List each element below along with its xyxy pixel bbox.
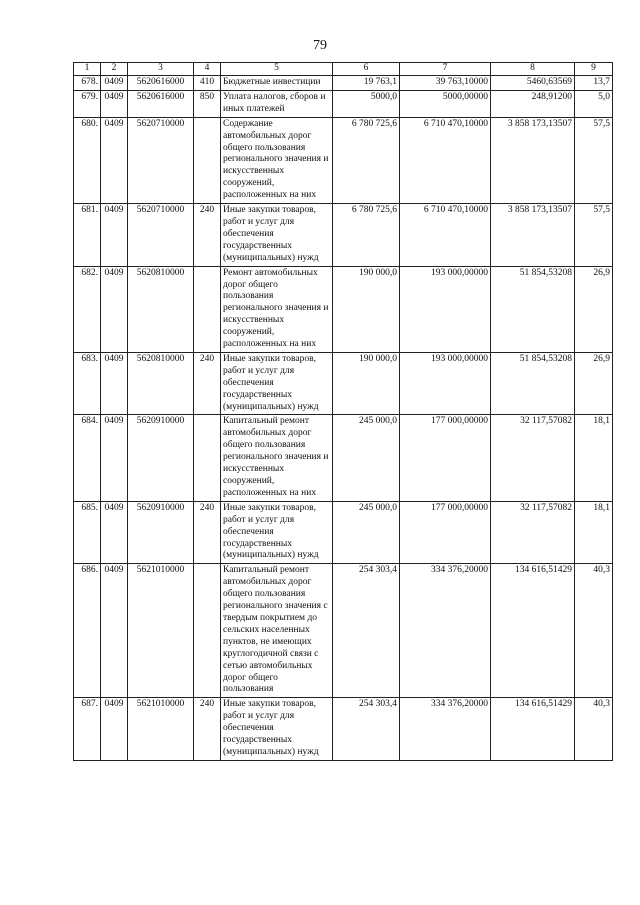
table-row bbox=[74, 501, 613, 564]
value-col9: 5,0 bbox=[575, 90, 613, 117]
expense-type-code: 240 bbox=[194, 352, 221, 415]
value-col7: 6 710 470,10000 bbox=[400, 117, 491, 203]
section-code: 0409 bbox=[101, 501, 128, 564]
item-name: Содержание автомобильных дорог общего пользования регионального значения и искусственных сооружений, расположенных на них bbox=[221, 117, 333, 203]
value-col9: 57,5 bbox=[575, 204, 613, 267]
value-col9: 40,3 bbox=[575, 698, 613, 761]
target-article-code: 5621010000 bbox=[128, 564, 194, 698]
value-col6: 190 000,0 bbox=[333, 352, 400, 415]
row-number: 684. bbox=[74, 415, 101, 501]
value-col9: 18,1 bbox=[575, 415, 613, 501]
value-col6: 254 303,4 bbox=[333, 698, 400, 761]
item-name: Бюджетные инвестиции bbox=[221, 76, 333, 91]
column-header: 5 bbox=[221, 63, 333, 76]
column-header: 2 bbox=[101, 63, 128, 76]
target-article-code: 5620616000 bbox=[128, 76, 194, 91]
value-col6: 254 303,4 bbox=[333, 564, 400, 698]
value-col8: 3 858 173,13507 bbox=[491, 117, 575, 203]
section-code: 0409 bbox=[101, 204, 128, 267]
row-number: 679. bbox=[74, 90, 101, 117]
value-col6: 190 000,0 bbox=[333, 266, 400, 352]
table-row bbox=[74, 90, 613, 117]
value-col8: 134 616,51429 bbox=[491, 698, 575, 761]
item-name: Ремонт автомобильных дорог общего пользования регионального значения и искусственных сооружений, расположенных на них bbox=[221, 266, 333, 352]
value-col9: 26,9 bbox=[575, 266, 613, 352]
section-code: 0409 bbox=[101, 352, 128, 415]
item-name: Иные закупки товаров, работ и услуг для обеспечения государственных (муниципальных) нужд bbox=[221, 698, 333, 761]
value-col7: 177 000,00000 bbox=[400, 415, 491, 501]
table-row bbox=[74, 266, 613, 352]
item-name: Иные закупки товаров, работ и услуг для обеспечения государственных (муниципальных) нужд bbox=[221, 204, 333, 267]
table-row bbox=[74, 698, 613, 761]
value-col7: 6 710 470,10000 bbox=[400, 204, 491, 267]
table-row bbox=[74, 76, 613, 91]
value-col7: 39 763,10000 bbox=[400, 76, 491, 91]
expense-type-code bbox=[194, 266, 221, 352]
section-code: 0409 bbox=[101, 117, 128, 203]
expense-type-code: 240 bbox=[194, 501, 221, 564]
expense-type-code bbox=[194, 117, 221, 203]
value-col6: 5000,0 bbox=[333, 90, 400, 117]
value-col8: 32 117,57082 bbox=[491, 415, 575, 501]
value-col9: 40,3 bbox=[575, 564, 613, 698]
header-row bbox=[74, 63, 613, 76]
expense-type-code: 850 bbox=[194, 90, 221, 117]
section-code: 0409 bbox=[101, 698, 128, 761]
value-col8: 32 117,57082 bbox=[491, 501, 575, 564]
target-article-code: 5620810000 bbox=[128, 266, 194, 352]
value-col8: 3 858 173,13507 bbox=[491, 204, 575, 267]
target-article-code: 5620616000 bbox=[128, 90, 194, 117]
row-number: 683. bbox=[74, 352, 101, 415]
column-header: 4 bbox=[194, 63, 221, 76]
section-code: 0409 bbox=[101, 76, 128, 91]
row-number: 687. bbox=[74, 698, 101, 761]
expense-type-code bbox=[194, 564, 221, 698]
value-col7: 334 376,20000 bbox=[400, 698, 491, 761]
value-col7: 193 000,00000 bbox=[400, 352, 491, 415]
value-col8: 5460,63569 bbox=[491, 76, 575, 91]
item-name: Капитальный ремонт автомобильных дорог общего пользования регионального значения и искусственных сооружений, расположенных на них bbox=[221, 415, 333, 501]
value-col6: 245 000,0 bbox=[333, 501, 400, 564]
target-article-code: 5620710000 bbox=[128, 117, 194, 203]
value-col6: 19 763,1 bbox=[333, 76, 400, 91]
column-header: 1 bbox=[74, 63, 101, 76]
expense-type-code: 240 bbox=[194, 204, 221, 267]
value-col6: 6 780 725,6 bbox=[333, 117, 400, 203]
table-row bbox=[74, 352, 613, 415]
row-number: 681. bbox=[74, 204, 101, 267]
row-number: 682. bbox=[74, 266, 101, 352]
column-header: 6 bbox=[333, 63, 400, 76]
item-name: Уплата налогов, сборов и иных платежей bbox=[221, 90, 333, 117]
value-col8: 248,91200 bbox=[491, 90, 575, 117]
table-row bbox=[74, 415, 613, 501]
target-article-code: 5620910000 bbox=[128, 415, 194, 501]
value-col9: 18,1 bbox=[575, 501, 613, 564]
row-number: 686. bbox=[74, 564, 101, 698]
expense-type-code: 410 bbox=[194, 76, 221, 91]
value-col7: 177 000,00000 bbox=[400, 501, 491, 564]
value-col9: 57,5 bbox=[575, 117, 613, 203]
target-article-code: 5620710000 bbox=[128, 204, 194, 267]
section-code: 0409 bbox=[101, 266, 128, 352]
item-name: Иные закупки товаров, работ и услуг для обеспечения государственных (муниципальных) нужд bbox=[221, 352, 333, 415]
expense-type-code bbox=[194, 415, 221, 501]
column-header: 3 bbox=[128, 63, 194, 76]
value-col6: 245 000,0 bbox=[333, 415, 400, 501]
expense-type-code: 240 bbox=[194, 698, 221, 761]
value-col9: 13,7 bbox=[575, 76, 613, 91]
value-col7: 193 000,00000 bbox=[400, 266, 491, 352]
section-code: 0409 bbox=[101, 90, 128, 117]
table-row bbox=[74, 204, 613, 267]
column-header: 8 bbox=[491, 63, 575, 76]
value-col8: 134 616,51429 bbox=[491, 564, 575, 698]
row-number: 680. bbox=[74, 117, 101, 203]
value-col7: 5000,00000 bbox=[400, 90, 491, 117]
column-header: 7 bbox=[400, 63, 491, 76]
table-row bbox=[74, 564, 613, 698]
row-number: 678. bbox=[74, 76, 101, 91]
row-number: 685. bbox=[74, 501, 101, 564]
value-col8: 51 854,53208 bbox=[491, 352, 575, 415]
column-header: 9 bbox=[575, 63, 613, 76]
item-name: Иные закупки товаров, работ и услуг для обеспечения государственных (муниципальных) нужд bbox=[221, 501, 333, 564]
item-name: Капитальный ремонт автомобильных дорог общего пользования регионального значения с твердым покрытием до сельских населенных пунктов, не имеющих круглогодичной связи с сетью автомобильных дорог общего пользования bbox=[221, 564, 333, 698]
section-code: 0409 bbox=[101, 564, 128, 698]
value-col7: 334 376,20000 bbox=[400, 564, 491, 698]
target-article-code: 5620910000 bbox=[128, 501, 194, 564]
table-row bbox=[74, 117, 613, 203]
value-col6: 6 780 725,6 bbox=[333, 204, 400, 267]
target-article-code: 5620810000 bbox=[128, 352, 194, 415]
page-number: 79 bbox=[313, 38, 327, 53]
value-col9: 26,9 bbox=[575, 352, 613, 415]
section-code: 0409 bbox=[101, 415, 128, 501]
target-article-code: 5621010000 bbox=[128, 698, 194, 761]
budget-table bbox=[73, 62, 613, 761]
value-col8: 51 854,53208 bbox=[491, 266, 575, 352]
